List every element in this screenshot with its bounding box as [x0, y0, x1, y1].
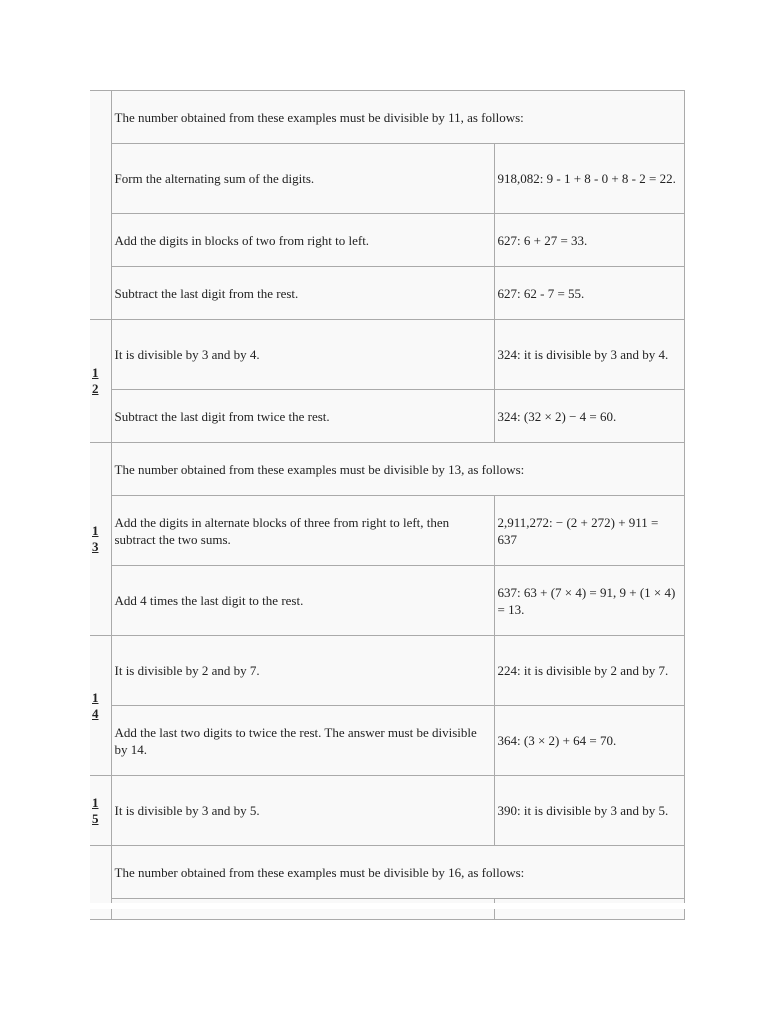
divisor-cell-14	[90, 636, 111, 776]
divisor-link-15[interactable]	[90, 795, 99, 827]
divisor-digit: 3	[92, 539, 99, 554]
divisor-digit: 2	[92, 381, 99, 396]
divisor-digit: 1	[92, 689, 99, 705]
rule-cell	[111, 899, 494, 920]
rule-cell: Add the digits in alternate blocks of three from right to left, then subtract the two sums.	[111, 496, 494, 566]
rule-cell: Subtract the last digit from twice the rest.	[111, 390, 494, 443]
divisor-link-12[interactable]	[90, 365, 99, 397]
divisor-cell-11	[90, 91, 111, 320]
example-cell: 224: it is divisible by 2 and by 7.	[494, 636, 684, 706]
example-cell: 324: it is divisible by 3 and by 4.	[494, 320, 684, 390]
example-cell	[494, 899, 684, 920]
intro-cell-16: The number obtained from these examples must be divisible by 16, as follows:	[111, 846, 684, 899]
rule-cell: Subtract the last digit from the rest.	[111, 267, 494, 320]
example-cell: 918,082: 9 - 1 + 8 - 0 + 8 - 2 = 22.	[494, 144, 684, 214]
example-cell: 390: it is divisible by 3 and by 5.	[494, 776, 684, 846]
divisor-link-13[interactable]	[90, 523, 99, 555]
example-cell: 324: (32 × 2) − 4 = 60.	[494, 390, 684, 443]
divisor-digit: 1	[92, 523, 99, 538]
example-cell: 2,911,272: − (2 + 272) + 911 = 637	[494, 496, 684, 566]
divisor-link-14[interactable]	[90, 690, 99, 722]
divisor-digit: 1	[92, 365, 99, 380]
page-cutoff	[90, 903, 686, 909]
rule-cell: It is divisible by 2 and by 7.	[111, 636, 494, 706]
divisor-digit: 5	[92, 810, 99, 826]
rule-cell: It is divisible by 3 and by 5.	[111, 776, 494, 846]
rule-cell: Add 4 times the last digit to the rest.	[111, 566, 494, 636]
rule-cell: Add the last two digits to twice the rest. The answer must be divisible by 14.	[111, 706, 494, 776]
rule-cell: It is divisible by 3 and by 4.	[111, 320, 494, 390]
divisor-cell-15	[90, 776, 111, 846]
example-cell: 364: (3 × 2) + 64 = 70.	[494, 706, 684, 776]
rule-cell: Form the alternating sum of the digits.	[111, 144, 494, 214]
rule-cell: Add the digits in blocks of two from right to left.	[111, 214, 494, 267]
divisibility-rules-table	[90, 90, 685, 920]
divisor-digit: 4	[92, 705, 99, 721]
example-cell: 627: 62 - 7 = 55.	[494, 267, 684, 320]
divisor-digit: 1	[92, 794, 99, 810]
example-cell: 627: 6 + 27 = 33.	[494, 214, 684, 267]
intro-cell-11: The number obtained from these examples must be divisible by 11, as follows:	[111, 91, 684, 144]
intro-cell-13: The number obtained from these examples must be divisible by 13, as follows:	[111, 443, 684, 496]
divisor-cell-13	[90, 443, 111, 636]
example-cell: 637: 63 + (7 × 4) = 91, 9 + (1 × 4) = 13.	[494, 566, 684, 636]
divisor-cell-12	[90, 320, 111, 443]
